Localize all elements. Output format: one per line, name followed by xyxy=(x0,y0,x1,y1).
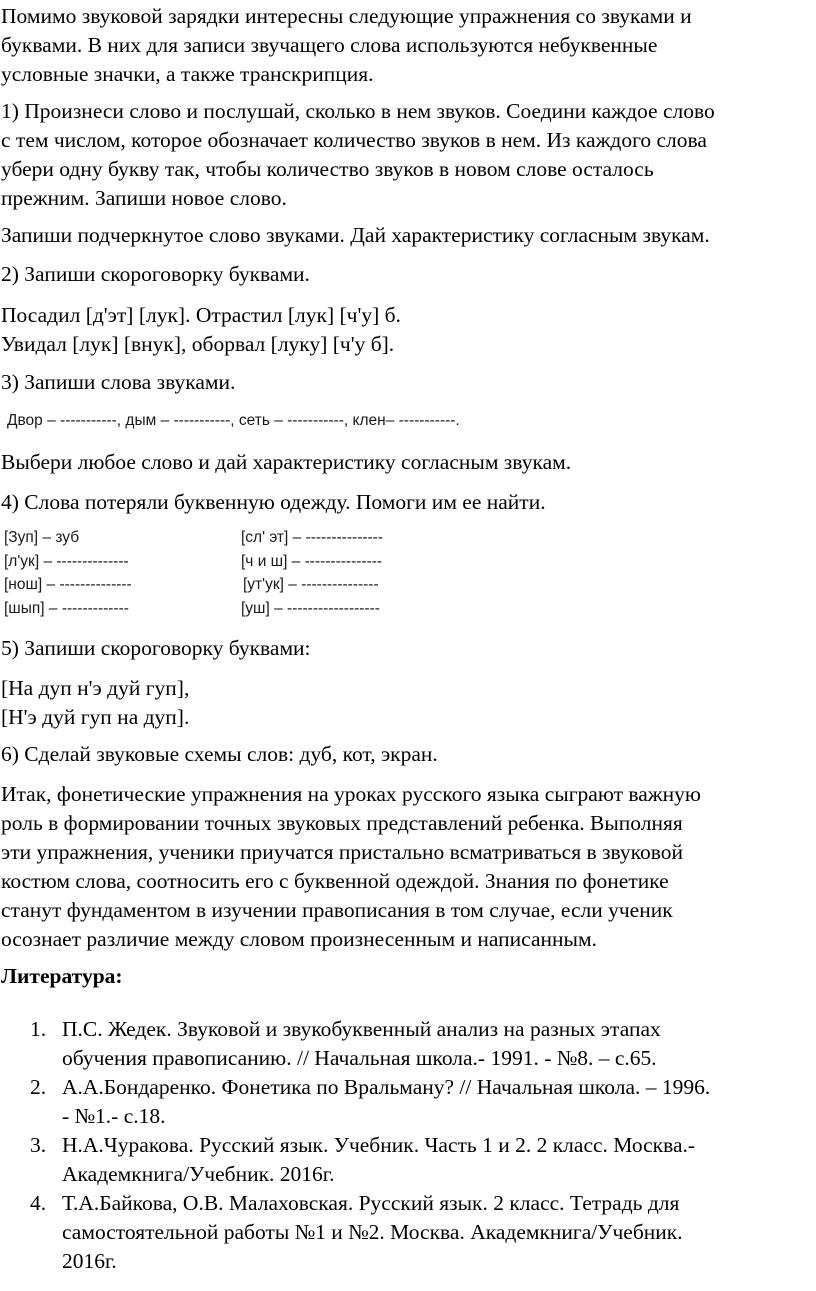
literature-item-line: П.С. Жедек. Звуковой и звукобуквенный анализ на разных этапах xyxy=(62,1017,661,1041)
task-4-left-item: [нош] – -------------- xyxy=(4,576,132,593)
task-2-line: Посадил [д'эт] [лук]. Отрастил [лук] [ч'у] б. xyxy=(1,303,401,327)
conclusion-line: эти упражнения, ученики приучатся пристально всматриваться в звуковой xyxy=(1,840,684,864)
conclusion-line: костюм слова, соотносить его с буквенной одеждой. Знания по фонетике xyxy=(1,869,669,893)
task-5-line: [Н'э дуй гуп на дуп]. xyxy=(1,705,190,729)
literature-item-number: 2. xyxy=(30,1075,47,1099)
literature-item-line: самостоятельной работы №1 и №2. Москва. Академкнига/Учебник. xyxy=(62,1220,683,1244)
task-3-heading xyxy=(1,368,813,397)
task-5-tongue-twister xyxy=(1,674,813,732)
task-5-heading-text: 5) Запиши скороговорку буквами: xyxy=(1,636,311,660)
task-4-heading xyxy=(1,488,813,517)
literature-item-number: 4. xyxy=(30,1191,47,1215)
task-3-heading-text: 3) Запиши слова звуками. xyxy=(1,370,236,394)
task-1-line: убери одну букву так, чтобы количество звуков в новом слове осталось xyxy=(1,157,654,181)
literature-item-line: Н.А.Чуракова. Русский язык. Учебник. Часть 1 и 2. 2 класс. Москва.- xyxy=(62,1133,696,1157)
task-4-left-item: [л'ук] – -------------- xyxy=(4,553,129,570)
literature-item-line: - №1.- с.18. xyxy=(62,1104,166,1128)
task-4-right-item: [ут'ук] – --------------- xyxy=(243,576,379,593)
conclusion-line: роль в формировании точных звуковых представлений ребенка. Выполняя xyxy=(1,811,683,835)
conclusion-line: Итак, фонетические упражнения на уроках русского языка сыграют важную xyxy=(1,782,701,806)
task-4-right-item: [сл' эт] – --------------- xyxy=(241,529,383,546)
literature-item-line: обучения правописанию. // Начальная школа.- 1991. - №8. – с.65. xyxy=(62,1046,657,1070)
intro-line: Помимо звуковой зарядки интересны следующие упражнения со звуками и xyxy=(1,4,692,28)
task-1-line: прежним. Запиши новое слово. xyxy=(1,186,287,210)
task-4-right-item: [уш] – ------------------ xyxy=(241,600,380,617)
literature-heading-text: Литература: xyxy=(1,964,123,988)
literature-heading xyxy=(1,962,813,991)
task-4-right-item: [ч и ш] – --------------- xyxy=(241,553,383,570)
literature-item-number: 3. xyxy=(30,1133,47,1157)
task-1-line: 1) Произнеси слово и послушай, сколько в нем звуков. Соедини каждое слово xyxy=(1,99,715,123)
task-4-heading-text: 4) Слова потеряли буквенную одежду. Помоги им ее найти. xyxy=(1,490,546,514)
task-1-line: с тем числом, которое обозначает количество звуков в нем. Из каждого слова xyxy=(1,128,707,152)
task-1-extra xyxy=(1,221,813,250)
task-3-extra xyxy=(1,448,813,477)
intro-paragraph xyxy=(1,2,813,89)
intro-line: условные значки, а также транскрипция. xyxy=(1,62,374,86)
task-4-left-item: [шып] – ------------- xyxy=(4,600,129,617)
task-5-heading xyxy=(1,634,813,663)
literature-item-line: Т.А.Байкова, О.В. Малаховская. Русский язык. 2 класс. Тетрадь для xyxy=(62,1191,680,1215)
literature-item-line: 2016г. xyxy=(62,1249,117,1273)
task-2-heading xyxy=(1,260,813,289)
intro-line: буквами. В них для записи звучащего слова используются небуквенные xyxy=(1,33,658,57)
task-1-extra-line: Запиши подчеркнутое слово звуками. Дай характеристику согласным звукам. xyxy=(1,223,710,247)
task-1-paragraph xyxy=(1,97,813,213)
task-3-words-image: Двор – -----------, дым – -----------, сеть – -----------, клен– -----------. xyxy=(7,412,460,429)
conclusion-paragraph xyxy=(1,780,813,954)
task-5-line: [На дуп н'э дуй гуп], xyxy=(1,676,190,700)
task-2-heading-text: 2) Запиши скороговорку буквами. xyxy=(1,262,310,286)
conclusion-line: станут фундаментом в изучении правописания в том случае, если ученик xyxy=(1,898,673,922)
literature-item-line: Академкнига/Учебник. 2016г. xyxy=(62,1162,335,1186)
task-6-heading xyxy=(1,740,813,769)
conclusion-line: осознает различие между словом произнесенным и написанным. xyxy=(1,927,597,951)
task-4-left-item: [Зуп] – зуб xyxy=(4,529,80,546)
literature-item-number: 1. xyxy=(30,1017,47,1041)
task-6-heading-text: 6) Сделай звуковые схемы слов: дуб, кот, экран. xyxy=(1,742,438,766)
task-3-extra-line: Выбери любое слово и дай характеристику согласным звукам. xyxy=(1,450,572,474)
task-2-line: Увидал [лук] [внук], оборвал [луку] [ч'у б]. xyxy=(1,332,395,356)
task-2-tongue-twister xyxy=(1,301,813,359)
literature-item-line: А.А.Бондаренко. Фонетика по Вральману? // Начальная школа. – 1996. xyxy=(62,1075,711,1099)
